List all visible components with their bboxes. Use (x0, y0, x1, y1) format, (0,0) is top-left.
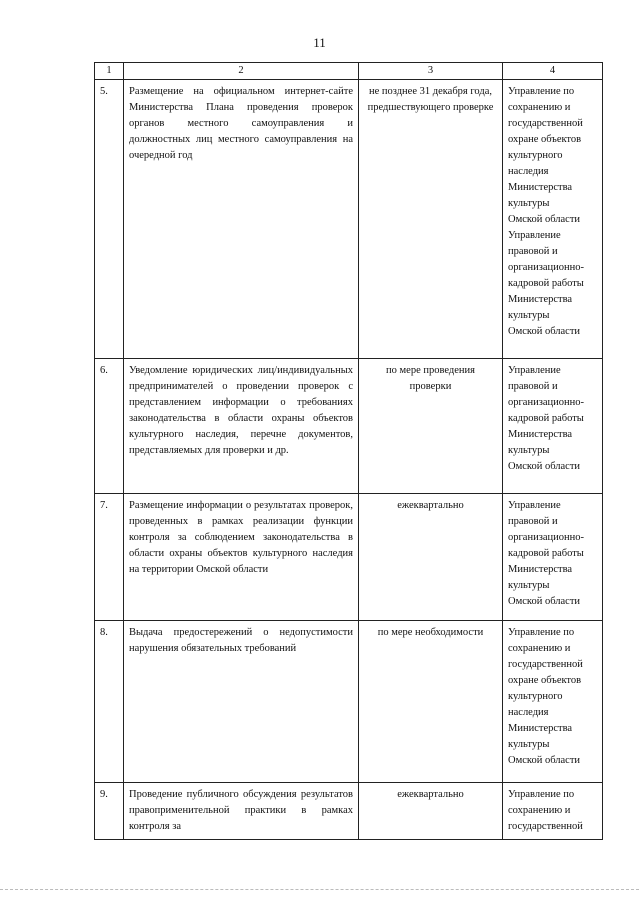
page-number: 11 (313, 35, 326, 50)
responsible-line: Министерства (508, 294, 573, 305)
responsible-line: наследия (508, 166, 549, 177)
responsible-line: организационно- (508, 262, 584, 273)
responsible-line: организационно- (508, 532, 584, 543)
page-bottom-divider (0, 889, 639, 890)
plan-table (94, 62, 603, 840)
table-row (95, 621, 603, 783)
row-description: Проведение публичного обсуждения результатов правоприменительной практики в рамках контроля за (124, 783, 359, 840)
header-row (95, 63, 603, 80)
row-number: 8. (95, 621, 124, 783)
responsible-line: государственной (508, 659, 583, 670)
responsible-line: сохранению и (508, 102, 571, 113)
responsible-line: Омской области (508, 755, 581, 766)
responsible-line: культуры (508, 310, 550, 321)
responsible-line: Управление по (508, 789, 575, 800)
responsible-line: культурного (508, 691, 563, 702)
header-cell-2: 2 (124, 63, 359, 80)
row-number: 9. (95, 783, 124, 840)
responsible-line: Министерства (508, 182, 573, 193)
responsible-line: охране объектов (508, 675, 582, 686)
responsible-line: наследия (508, 707, 549, 718)
header-cell-3: 3 (359, 63, 503, 80)
responsible-line: государственной (508, 118, 583, 129)
responsible-line: правовой и (508, 381, 558, 392)
responsible-line: Омской области (508, 596, 581, 607)
responsible-line: сохранению и (508, 643, 571, 654)
table-row (95, 783, 603, 840)
row-term: ежеквартально (359, 494, 503, 621)
row-responsible (503, 80, 603, 359)
responsible-line: сохранению и (508, 805, 571, 816)
responsible-line: организационно- (508, 397, 584, 408)
responsible-line: Министерства (508, 723, 573, 734)
row-description: Уведомление юридических лиц/индивидуальных предпринимателей о проведении проверок с представлением информации о требованиях законодательства в области охраны объектов культурного наследия, перечне документов, представляемых для проверки и др. (124, 359, 359, 494)
responsible-line: культуры (508, 445, 550, 456)
responsible-line: культуры (508, 198, 550, 209)
header-cell-1: 1 (95, 63, 124, 80)
responsible-line: Омской области (508, 461, 581, 472)
row-responsible (503, 783, 603, 840)
responsible-line: Управление по (508, 627, 575, 638)
responsible-line: правовой и (508, 246, 558, 257)
responsible-line: Управление (508, 230, 561, 241)
responsible-line: Омской области (508, 214, 581, 225)
row-responsible (503, 359, 603, 494)
responsible-line: культуры (508, 739, 550, 750)
table-row (95, 80, 603, 359)
row-number: 7. (95, 494, 124, 621)
row-description: Выдача предостережений о недопустимости нарушения обязательных требований (124, 621, 359, 783)
row-number: 5. (95, 80, 124, 359)
responsible-line: государственной (508, 821, 583, 832)
responsible-line: охране объектов (508, 134, 582, 145)
responsible-line: Управление по (508, 86, 575, 97)
header-cell-4: 4 (503, 63, 603, 80)
responsible-line: Управление (508, 500, 561, 511)
row-responsible (503, 494, 603, 621)
responsible-line: кадровой работы (508, 413, 584, 424)
row-term: не позднее 31 декабря года, предшествующего проверке (359, 80, 503, 359)
row-number: 6. (95, 359, 124, 494)
responsible-line: Министерства (508, 564, 573, 575)
table-row (95, 494, 603, 621)
row-description: Размещение информации о результатах проверок, проведенных в рамках реализации функции контроля за соблюдением законодательства в области охраны объектов культурного наследия на территории Омской области (124, 494, 359, 621)
responsible-line: Управление (508, 365, 561, 376)
responsible-line: кадровой работы (508, 548, 584, 559)
row-responsible (503, 621, 603, 783)
row-term: по мере необходимости (359, 621, 503, 783)
responsible-line: Омской области (508, 326, 581, 337)
row-term: ежеквартально (359, 783, 503, 840)
row-description: Размещение на официальном интернет-сайте Министерства Плана проведения проверок органов местного самоуправления и должностных лиц местного самоуправления на очередной год (124, 80, 359, 359)
table-row (95, 359, 603, 494)
responsible-line: культурного (508, 150, 563, 161)
responsible-line: культуры (508, 580, 550, 591)
responsible-line: правовой и (508, 516, 558, 527)
row-term: по мере проведения проверки (359, 359, 503, 494)
responsible-line: Министерства (508, 429, 573, 440)
responsible-line: кадровой работы (508, 278, 584, 289)
